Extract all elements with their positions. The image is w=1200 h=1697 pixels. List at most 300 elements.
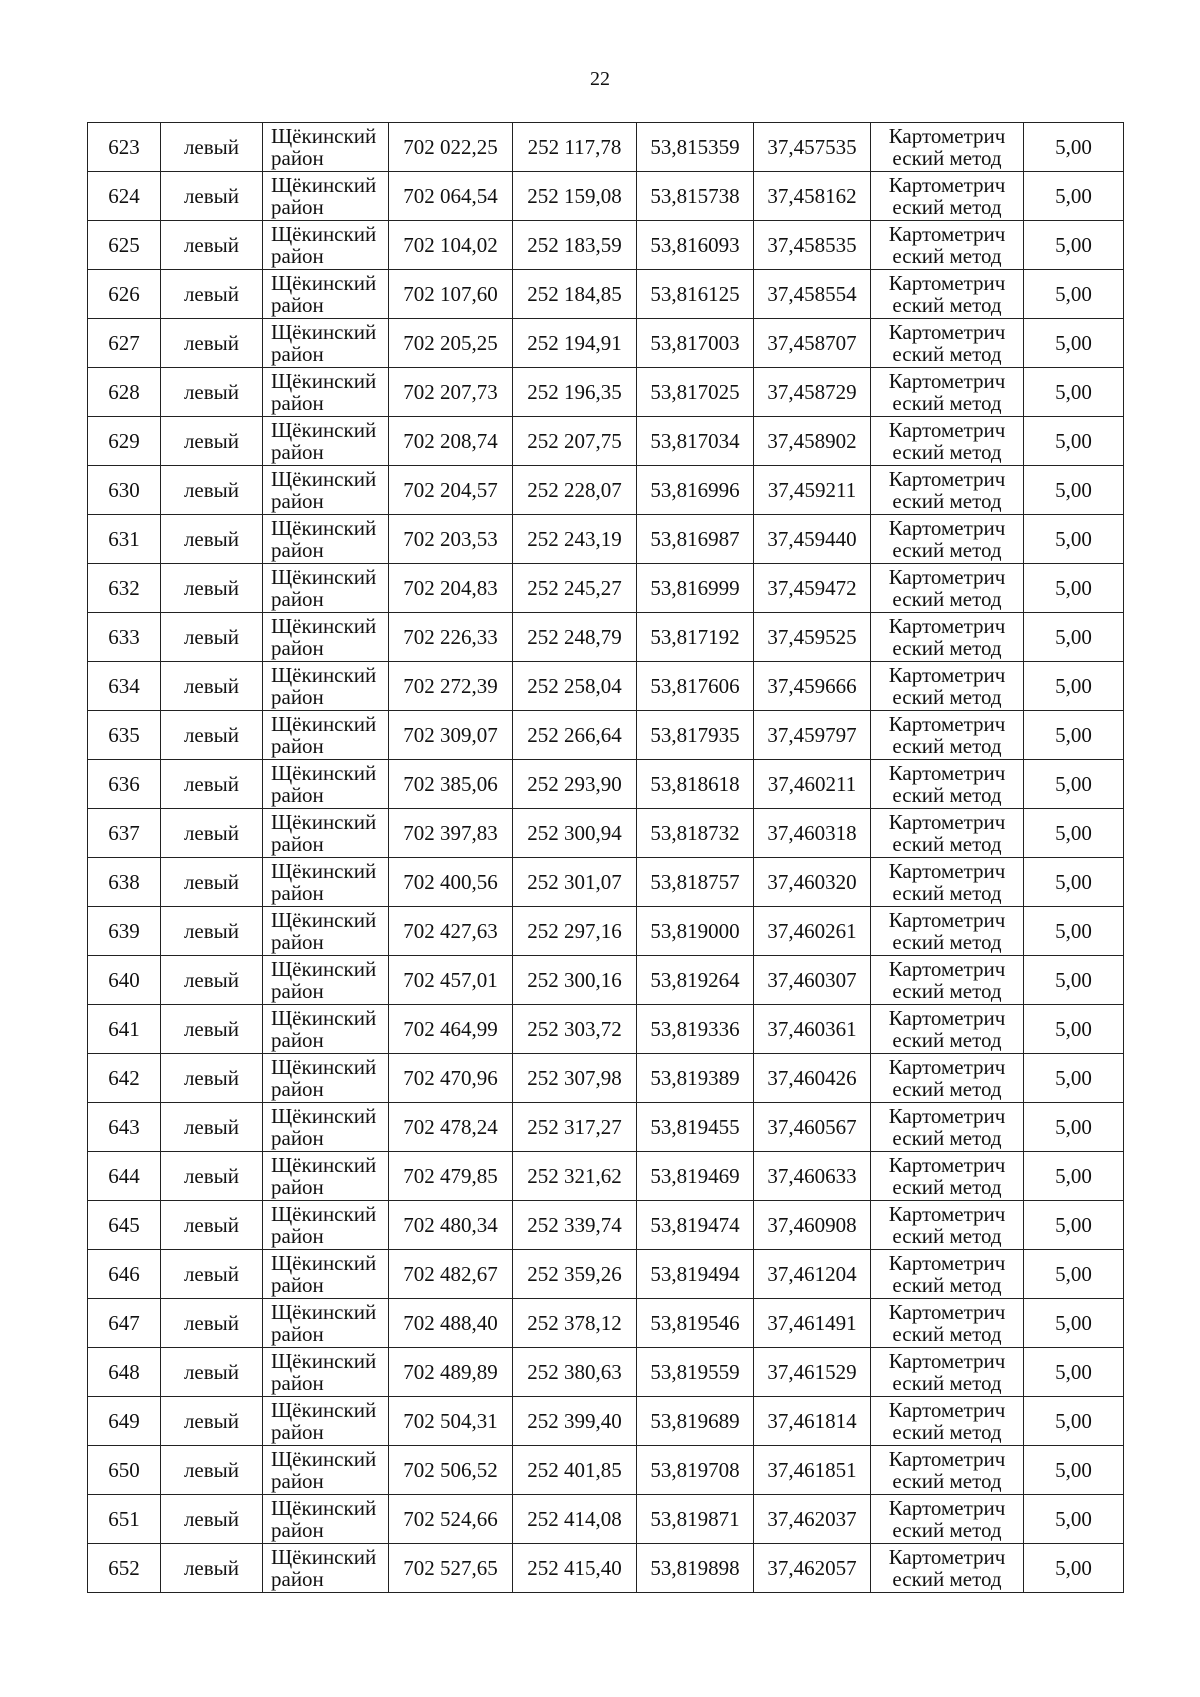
cell-longitude: 37,460318	[754, 809, 871, 858]
cell-accuracy: 5,00	[1024, 907, 1124, 956]
cell-latitude: 53,817606	[637, 662, 754, 711]
cell-accuracy: 5,00	[1024, 466, 1124, 515]
cell-longitude: 37,458554	[754, 270, 871, 319]
cell-x-coordinate: 702 203,53	[389, 515, 513, 564]
cell-accuracy: 5,00	[1024, 662, 1124, 711]
cell-latitude: 53,819559	[637, 1348, 754, 1397]
cell-x-coordinate: 702 527,65	[389, 1544, 513, 1593]
cell-y-coordinate: 252 183,59	[513, 221, 637, 270]
table-row	[88, 956, 1124, 1005]
cell-y-coordinate: 252 194,91	[513, 319, 637, 368]
cell-accuracy: 5,00	[1024, 1005, 1124, 1054]
cell-point-number: 637	[88, 809, 161, 858]
cell-latitude: 53,819871	[637, 1495, 754, 1544]
cell-district: Щёкинский район	[263, 319, 389, 368]
cell-accuracy: 5,00	[1024, 172, 1124, 221]
cell-point-number: 634	[88, 662, 161, 711]
cell-x-coordinate: 702 208,74	[389, 417, 513, 466]
cell-latitude: 53,819546	[637, 1299, 754, 1348]
table-row	[88, 319, 1124, 368]
cell-latitude: 53,819389	[637, 1054, 754, 1103]
cell-method: Картометрич еский метод	[871, 368, 1024, 417]
cell-x-coordinate: 702 427,63	[389, 907, 513, 956]
cell-district: Щёкинский район	[263, 172, 389, 221]
cell-x-coordinate: 702 504,31	[389, 1397, 513, 1446]
cell-method: Картометрич еский метод	[871, 1201, 1024, 1250]
cell-point-number: 625	[88, 221, 161, 270]
cell-longitude: 37,461814	[754, 1397, 871, 1446]
cell-x-coordinate: 702 205,25	[389, 319, 513, 368]
cell-side: левый	[161, 1446, 263, 1495]
cell-side: левый	[161, 564, 263, 613]
cell-point-number: 644	[88, 1152, 161, 1201]
cell-district: Щёкинский район	[263, 662, 389, 711]
table-row	[88, 417, 1124, 466]
cell-accuracy: 5,00	[1024, 1103, 1124, 1152]
cell-accuracy: 5,00	[1024, 1299, 1124, 1348]
cell-y-coordinate: 252 401,85	[513, 1446, 637, 1495]
cell-point-number: 645	[88, 1201, 161, 1250]
table-row	[88, 172, 1124, 221]
cell-point-number: 651	[88, 1495, 161, 1544]
cell-method: Картометрич еский метод	[871, 1495, 1024, 1544]
cell-accuracy: 5,00	[1024, 1544, 1124, 1593]
cell-longitude: 37,460307	[754, 956, 871, 1005]
coordinates-table	[87, 122, 1124, 1593]
cell-y-coordinate: 252 414,08	[513, 1495, 637, 1544]
cell-longitude: 37,461851	[754, 1446, 871, 1495]
cell-y-coordinate: 252 117,78	[513, 123, 637, 172]
cell-accuracy: 5,00	[1024, 858, 1124, 907]
cell-method: Картометрич еский метод	[871, 1397, 1024, 1446]
cell-side: левый	[161, 1348, 263, 1397]
cell-method: Картометрич еский метод	[871, 760, 1024, 809]
cell-district: Щёкинский район	[263, 1152, 389, 1201]
cell-longitude: 37,459211	[754, 466, 871, 515]
cell-accuracy: 5,00	[1024, 956, 1124, 1005]
cell-point-number: 643	[88, 1103, 161, 1152]
cell-x-coordinate: 702 506,52	[389, 1446, 513, 1495]
cell-side: левый	[161, 417, 263, 466]
cell-district: Щёкинский район	[263, 564, 389, 613]
cell-latitude: 53,816999	[637, 564, 754, 613]
cell-y-coordinate: 252 415,40	[513, 1544, 637, 1593]
cell-district: Щёкинский район	[263, 711, 389, 760]
cell-y-coordinate: 252 301,07	[513, 858, 637, 907]
cell-accuracy: 5,00	[1024, 1054, 1124, 1103]
cell-district: Щёкинский район	[263, 907, 389, 956]
cell-point-number: 624	[88, 172, 161, 221]
cell-district: Щёкинский район	[263, 858, 389, 907]
cell-side: левый	[161, 1397, 263, 1446]
cell-longitude: 37,460908	[754, 1201, 871, 1250]
cell-longitude: 37,459440	[754, 515, 871, 564]
cell-longitude: 37,460261	[754, 907, 871, 956]
cell-x-coordinate: 702 524,66	[389, 1495, 513, 1544]
cell-district: Щёкинский район	[263, 956, 389, 1005]
cell-method: Картометрич еский метод	[871, 1152, 1024, 1201]
cell-accuracy: 5,00	[1024, 319, 1124, 368]
cell-latitude: 53,815738	[637, 172, 754, 221]
cell-point-number: 629	[88, 417, 161, 466]
cell-method: Картометрич еский метод	[871, 319, 1024, 368]
cell-method: Картометрич еский метод	[871, 1446, 1024, 1495]
cell-longitude: 37,458162	[754, 172, 871, 221]
cell-point-number: 641	[88, 1005, 161, 1054]
table-row	[88, 1495, 1124, 1544]
table-body	[88, 123, 1124, 1593]
table-row	[88, 1005, 1124, 1054]
cell-method: Картометрич еский метод	[871, 221, 1024, 270]
table-row	[88, 1446, 1124, 1495]
cell-district: Щёкинский район	[263, 1201, 389, 1250]
cell-x-coordinate: 702 226,33	[389, 613, 513, 662]
cell-x-coordinate: 702 104,02	[389, 221, 513, 270]
cell-side: левый	[161, 956, 263, 1005]
cell-side: левый	[161, 1544, 263, 1593]
cell-method: Картометрич еский метод	[871, 613, 1024, 662]
cell-point-number: 633	[88, 613, 161, 662]
cell-side: левый	[161, 466, 263, 515]
cell-side: левый	[161, 1495, 263, 1544]
cell-side: левый	[161, 319, 263, 368]
cell-side: левый	[161, 1005, 263, 1054]
cell-district: Щёкинский район	[263, 270, 389, 319]
cell-district: Щёкинский район	[263, 1348, 389, 1397]
cell-point-number: 626	[88, 270, 161, 319]
cell-y-coordinate: 252 399,40	[513, 1397, 637, 1446]
cell-y-coordinate: 252 300,16	[513, 956, 637, 1005]
cell-y-coordinate: 252 266,64	[513, 711, 637, 760]
cell-longitude: 37,462037	[754, 1495, 871, 1544]
table-row	[88, 1397, 1124, 1446]
cell-x-coordinate: 702 464,99	[389, 1005, 513, 1054]
cell-method: Картометрич еский метод	[871, 662, 1024, 711]
cell-y-coordinate: 252 258,04	[513, 662, 637, 711]
table-row	[88, 221, 1124, 270]
table-row	[88, 123, 1124, 172]
cell-side: левый	[161, 907, 263, 956]
table-row	[88, 711, 1124, 760]
cell-district: Щёкинский район	[263, 1103, 389, 1152]
cell-district: Щёкинский район	[263, 515, 389, 564]
cell-method: Картометрич еский метод	[871, 466, 1024, 515]
cell-x-coordinate: 702 479,85	[389, 1152, 513, 1201]
cell-side: левый	[161, 1152, 263, 1201]
cell-longitude: 37,458707	[754, 319, 871, 368]
cell-y-coordinate: 252 243,19	[513, 515, 637, 564]
cell-method: Картометрич еский метод	[871, 270, 1024, 319]
cell-y-coordinate: 252 159,08	[513, 172, 637, 221]
cell-accuracy: 5,00	[1024, 417, 1124, 466]
table-row	[88, 1544, 1124, 1593]
cell-x-coordinate: 702 400,56	[389, 858, 513, 907]
cell-y-coordinate: 252 293,90	[513, 760, 637, 809]
cell-y-coordinate: 252 380,63	[513, 1348, 637, 1397]
table-row	[88, 760, 1124, 809]
cell-district: Щёкинский район	[263, 1544, 389, 1593]
cell-side: левый	[161, 613, 263, 662]
cell-side: левый	[161, 711, 263, 760]
cell-x-coordinate: 702 385,06	[389, 760, 513, 809]
table-row	[88, 515, 1124, 564]
cell-x-coordinate: 702 457,01	[389, 956, 513, 1005]
table-row	[88, 662, 1124, 711]
cell-longitude: 37,458535	[754, 221, 871, 270]
cell-method: Картометрич еский метод	[871, 1054, 1024, 1103]
cell-longitude: 37,460426	[754, 1054, 871, 1103]
cell-x-coordinate: 702 204,57	[389, 466, 513, 515]
cell-y-coordinate: 252 297,16	[513, 907, 637, 956]
cell-district: Щёкинский район	[263, 1299, 389, 1348]
cell-side: левый	[161, 1054, 263, 1103]
cell-side: левый	[161, 270, 263, 319]
cell-district: Щёкинский район	[263, 417, 389, 466]
cell-x-coordinate: 702 478,24	[389, 1103, 513, 1152]
table-row	[88, 1152, 1124, 1201]
cell-side: левый	[161, 515, 263, 564]
table-row	[88, 613, 1124, 662]
cell-x-coordinate: 702 309,07	[389, 711, 513, 760]
cell-accuracy: 5,00	[1024, 1152, 1124, 1201]
cell-method: Картометрич еский метод	[871, 809, 1024, 858]
cell-latitude: 53,819469	[637, 1152, 754, 1201]
cell-y-coordinate: 252 207,75	[513, 417, 637, 466]
cell-district: Щёкинский район	[263, 760, 389, 809]
cell-point-number: 638	[88, 858, 161, 907]
cell-method: Картометрич еский метод	[871, 172, 1024, 221]
cell-latitude: 53,817034	[637, 417, 754, 466]
table-row	[88, 1201, 1124, 1250]
cell-x-coordinate: 702 480,34	[389, 1201, 513, 1250]
cell-x-coordinate: 702 482,67	[389, 1250, 513, 1299]
cell-x-coordinate: 702 064,54	[389, 172, 513, 221]
cell-side: левый	[161, 662, 263, 711]
cell-method: Картометрич еский метод	[871, 1103, 1024, 1152]
cell-district: Щёкинский район	[263, 221, 389, 270]
cell-method: Картометрич еский метод	[871, 711, 1024, 760]
cell-method: Картометрич еский метод	[871, 515, 1024, 564]
cell-x-coordinate: 702 489,89	[389, 1348, 513, 1397]
cell-y-coordinate: 252 300,94	[513, 809, 637, 858]
cell-longitude: 37,461491	[754, 1299, 871, 1348]
cell-accuracy: 5,00	[1024, 613, 1124, 662]
cell-latitude: 53,819264	[637, 956, 754, 1005]
cell-accuracy: 5,00	[1024, 1397, 1124, 1446]
cell-district: Щёкинский район	[263, 1397, 389, 1446]
table-row	[88, 466, 1124, 515]
cell-district: Щёкинский район	[263, 1495, 389, 1544]
cell-method: Картометрич еский метод	[871, 1544, 1024, 1593]
cell-point-number: 649	[88, 1397, 161, 1446]
cell-latitude: 53,817192	[637, 613, 754, 662]
cell-method: Картометрич еский метод	[871, 417, 1024, 466]
cell-y-coordinate: 252 307,98	[513, 1054, 637, 1103]
table-row	[88, 1103, 1124, 1152]
cell-side: левый	[161, 1299, 263, 1348]
table-row	[88, 858, 1124, 907]
cell-x-coordinate: 702 272,39	[389, 662, 513, 711]
table-row	[88, 1348, 1124, 1397]
cell-side: левый	[161, 221, 263, 270]
cell-latitude: 53,817935	[637, 711, 754, 760]
cell-longitude: 37,458902	[754, 417, 871, 466]
cell-latitude: 53,818618	[637, 760, 754, 809]
cell-latitude: 53,819689	[637, 1397, 754, 1446]
cell-x-coordinate: 702 397,83	[389, 809, 513, 858]
cell-latitude: 53,819336	[637, 1005, 754, 1054]
cell-point-number: 647	[88, 1299, 161, 1348]
cell-accuracy: 5,00	[1024, 1348, 1124, 1397]
cell-longitude: 37,458729	[754, 368, 871, 417]
cell-y-coordinate: 252 228,07	[513, 466, 637, 515]
cell-method: Картометрич еский метод	[871, 1348, 1024, 1397]
cell-longitude: 37,457535	[754, 123, 871, 172]
cell-side: левый	[161, 760, 263, 809]
cell-point-number: 630	[88, 466, 161, 515]
cell-side: левый	[161, 858, 263, 907]
cell-accuracy: 5,00	[1024, 1446, 1124, 1495]
cell-y-coordinate: 252 359,26	[513, 1250, 637, 1299]
page-number: 22	[590, 68, 610, 90]
cell-district: Щёкинский район	[263, 368, 389, 417]
cell-method: Картометрич еский метод	[871, 564, 1024, 613]
cell-x-coordinate: 702 204,83	[389, 564, 513, 613]
cell-longitude: 37,461204	[754, 1250, 871, 1299]
cell-longitude: 37,459666	[754, 662, 871, 711]
cell-point-number: 623	[88, 123, 161, 172]
cell-point-number: 627	[88, 319, 161, 368]
cell-accuracy: 5,00	[1024, 1250, 1124, 1299]
cell-y-coordinate: 252 245,27	[513, 564, 637, 613]
table-row	[88, 564, 1124, 613]
cell-y-coordinate: 252 196,35	[513, 368, 637, 417]
cell-longitude: 37,459525	[754, 613, 871, 662]
cell-latitude: 53,819708	[637, 1446, 754, 1495]
cell-point-number: 648	[88, 1348, 161, 1397]
cell-method: Картометрич еский метод	[871, 858, 1024, 907]
cell-side: левый	[161, 172, 263, 221]
cell-y-coordinate: 252 378,12	[513, 1299, 637, 1348]
cell-method: Картометрич еский метод	[871, 123, 1024, 172]
cell-point-number: 650	[88, 1446, 161, 1495]
table-row	[88, 1299, 1124, 1348]
cell-x-coordinate: 702 107,60	[389, 270, 513, 319]
cell-longitude: 37,461529	[754, 1348, 871, 1397]
cell-latitude: 53,819898	[637, 1544, 754, 1593]
cell-longitude: 37,460567	[754, 1103, 871, 1152]
cell-x-coordinate: 702 488,40	[389, 1299, 513, 1348]
cell-method: Картометрич еский метод	[871, 956, 1024, 1005]
cell-point-number: 646	[88, 1250, 161, 1299]
cell-longitude: 37,460361	[754, 1005, 871, 1054]
cell-x-coordinate: 702 470,96	[389, 1054, 513, 1103]
cell-y-coordinate: 252 184,85	[513, 270, 637, 319]
cell-point-number: 632	[88, 564, 161, 613]
cell-method: Картометрич еский метод	[871, 1299, 1024, 1348]
table-row	[88, 1054, 1124, 1103]
cell-accuracy: 5,00	[1024, 368, 1124, 417]
cell-longitude: 37,460320	[754, 858, 871, 907]
cell-longitude: 37,462057	[754, 1544, 871, 1593]
cell-latitude: 53,818732	[637, 809, 754, 858]
cell-point-number: 631	[88, 515, 161, 564]
cell-district: Щёкинский район	[263, 809, 389, 858]
cell-y-coordinate: 252 321,62	[513, 1152, 637, 1201]
cell-accuracy: 5,00	[1024, 515, 1124, 564]
table-row	[88, 270, 1124, 319]
cell-side: левый	[161, 809, 263, 858]
cell-point-number: 652	[88, 1544, 161, 1593]
cell-accuracy: 5,00	[1024, 270, 1124, 319]
cell-side: левый	[161, 1103, 263, 1152]
cell-point-number: 635	[88, 711, 161, 760]
cell-side: левый	[161, 1250, 263, 1299]
cell-district: Щёкинский район	[263, 1446, 389, 1495]
cell-latitude: 53,818757	[637, 858, 754, 907]
table-row	[88, 368, 1124, 417]
cell-x-coordinate: 702 207,73	[389, 368, 513, 417]
cell-side: левый	[161, 123, 263, 172]
table-row	[88, 907, 1124, 956]
cell-latitude: 53,816987	[637, 515, 754, 564]
cell-latitude: 53,819474	[637, 1201, 754, 1250]
cell-accuracy: 5,00	[1024, 564, 1124, 613]
cell-side: левый	[161, 368, 263, 417]
cell-point-number: 636	[88, 760, 161, 809]
cell-point-number: 628	[88, 368, 161, 417]
cell-latitude: 53,819000	[637, 907, 754, 956]
cell-district: Щёкинский район	[263, 1250, 389, 1299]
cell-district: Щёкинский район	[263, 466, 389, 515]
cell-y-coordinate: 252 248,79	[513, 613, 637, 662]
cell-y-coordinate: 252 317,27	[513, 1103, 637, 1152]
cell-accuracy: 5,00	[1024, 809, 1124, 858]
cell-point-number: 642	[88, 1054, 161, 1103]
cell-method: Картометрич еский метод	[871, 1005, 1024, 1054]
cell-accuracy: 5,00	[1024, 711, 1124, 760]
cell-district: Щёкинский район	[263, 123, 389, 172]
cell-longitude: 37,459797	[754, 711, 871, 760]
cell-longitude: 37,459472	[754, 564, 871, 613]
cell-latitude: 53,817025	[637, 368, 754, 417]
cell-district: Щёкинский район	[263, 1005, 389, 1054]
cell-longitude: 37,460633	[754, 1152, 871, 1201]
cell-district: Щёкинский район	[263, 1054, 389, 1103]
cell-y-coordinate: 252 339,74	[513, 1201, 637, 1250]
cell-point-number: 639	[88, 907, 161, 956]
cell-latitude: 53,817003	[637, 319, 754, 368]
cell-district: Щёкинский район	[263, 613, 389, 662]
cell-x-coordinate: 702 022,25	[389, 123, 513, 172]
cell-accuracy: 5,00	[1024, 1201, 1124, 1250]
cell-latitude: 53,819494	[637, 1250, 754, 1299]
cell-accuracy: 5,00	[1024, 1495, 1124, 1544]
cell-latitude: 53,816125	[637, 270, 754, 319]
cell-latitude: 53,815359	[637, 123, 754, 172]
table-row	[88, 1250, 1124, 1299]
cell-side: левый	[161, 1201, 263, 1250]
cell-method: Картометрич еский метод	[871, 907, 1024, 956]
cell-accuracy: 5,00	[1024, 221, 1124, 270]
cell-accuracy: 5,00	[1024, 760, 1124, 809]
cell-latitude: 53,819455	[637, 1103, 754, 1152]
cell-method: Картометрич еский метод	[871, 1250, 1024, 1299]
cell-y-coordinate: 252 303,72	[513, 1005, 637, 1054]
cell-longitude: 37,460211	[754, 760, 871, 809]
cell-accuracy: 5,00	[1024, 123, 1124, 172]
cell-point-number: 640	[88, 956, 161, 1005]
